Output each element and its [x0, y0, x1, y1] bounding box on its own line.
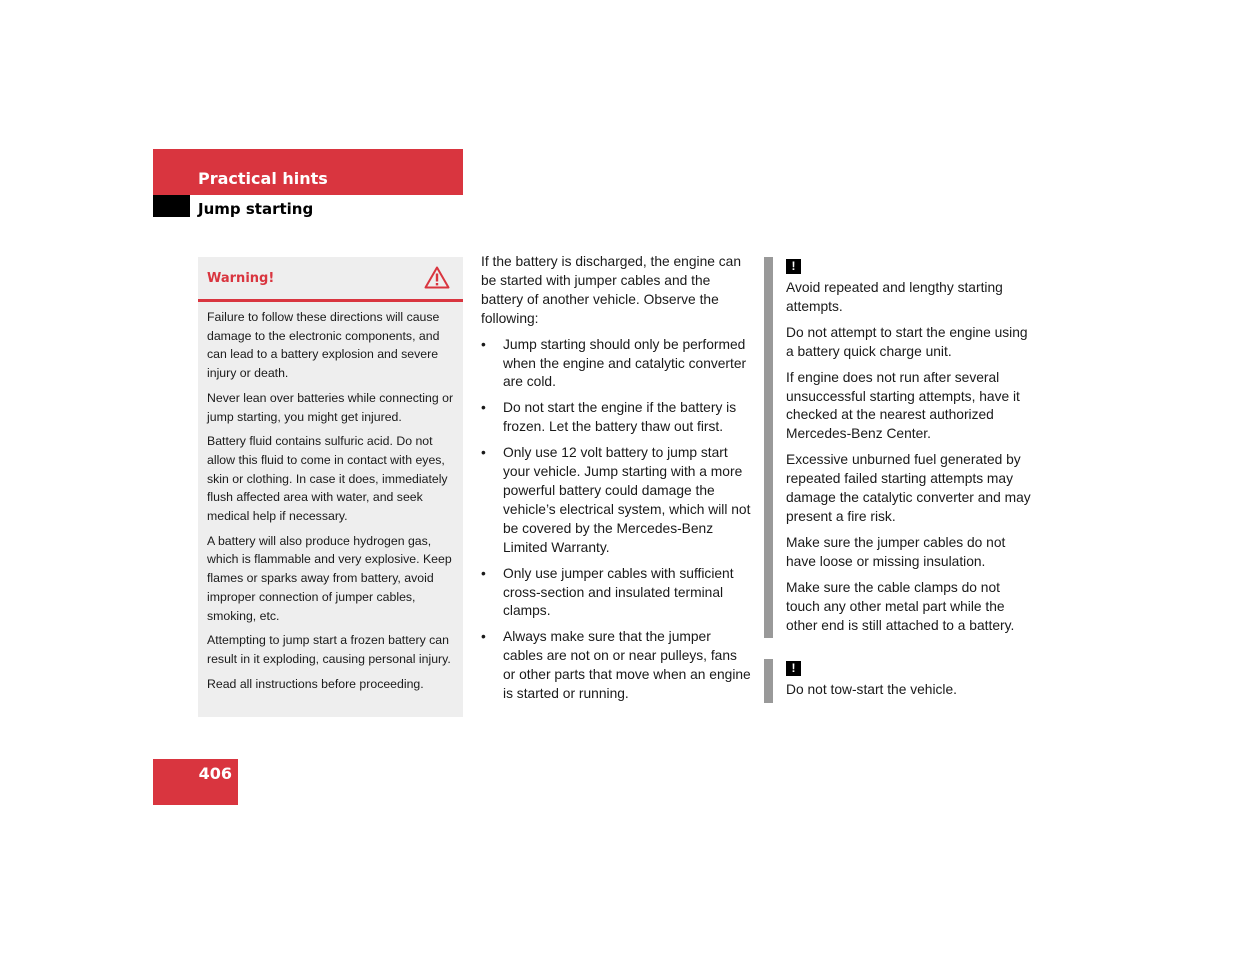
exclamation-icon: ! [786, 661, 801, 676]
note-box-starting [764, 257, 1039, 638]
list-item-text: Do not start the engine if the battery is frozen. Let the battery thaw out first. [503, 400, 737, 435]
main-text-column [481, 253, 751, 711]
note-paragraph: Excessive unburned fuel generated by repeated failed starting attempts may damage the catalytic converter and may present a fire risk. [786, 452, 1031, 524]
note-box-tow [764, 659, 1039, 703]
note-paragraph: If engine does not run after several unsuccessful starting attempts, have it checked at the nearest authorized Mercedes-Benz Center. [786, 369, 1020, 442]
list-item [481, 565, 751, 622]
warning-paragraph: Battery fluid contains sulfuric acid. Do not allow this fluid to come in contact with eyes, skin or clothing. In case it does, immediately flush affected area with water, and seek medical help if necessary. [207, 434, 448, 524]
bullet-glyph: • [481, 629, 486, 645]
note-paragraph: Do not attempt to start the engine using a battery quick charge unit. [786, 324, 1028, 359]
section-header-bar [153, 149, 463, 195]
list-item [481, 336, 751, 393]
warning-triangle-icon [424, 266, 450, 289]
section-title: Practical hints [198, 169, 328, 188]
list-item [481, 628, 751, 704]
warning-paragraph: Never lean over batteries while connecting or jump starting, you might get injured. [207, 390, 454, 424]
list-item-text: Jump starting should only be performed when the engine and catalytic converter are cold. [503, 336, 747, 390]
warning-box [198, 257, 463, 717]
list-item-text: Always make sure that the jumper cables are not on or near pulleys, fans or other parts that move when an engine is started or running. [503, 629, 751, 702]
warning-label: Warning! [207, 271, 275, 286]
note-paragraph: Do not tow-start the vehicle. [786, 682, 958, 697]
warning-paragraph: Read all instructions before proceeding. [207, 676, 424, 691]
warning-header [198, 257, 463, 302]
warning-body [207, 308, 457, 699]
list-item [481, 399, 751, 437]
note-content [786, 257, 1036, 642]
bullet-glyph: • [481, 400, 486, 416]
warning-paragraph: A battery will also produce hydrogen gas, which is flammable and very explosive. Keep flames or sparks away from battery, avoid improper connection of jumper cables, smoking, etc. [207, 533, 452, 623]
page-number: 406 [198, 764, 232, 783]
intro-paragraph: If the battery is discharged, the engine can be started with jumper cables and the battery of another vehicle. Observe the following: [481, 254, 742, 326]
list-item-text: Only use jumper cables with sufficient cross-section and insulated terminal clamps. [503, 565, 734, 619]
bullet-glyph: • [481, 565, 486, 581]
bullet-glyph: • [481, 336, 486, 352]
note-content [786, 659, 1036, 707]
page-number-box [153, 759, 238, 805]
exclamation-icon: ! [786, 259, 801, 274]
note-bar [764, 257, 773, 638]
note-paragraph: Make sure the cable clamps do not touch any other metal part while the other end is still attached to a battery. [786, 579, 1015, 633]
note-bar [764, 659, 773, 703]
bullet-glyph: • [481, 445, 486, 461]
subsection-title: Jump starting [198, 200, 314, 218]
warning-paragraph: Attempting to jump start a frozen battery can result in it exploding, causing personal injury. [207, 633, 451, 666]
list-item [481, 444, 751, 557]
subsection-marker [153, 195, 190, 217]
warning-paragraph: Failure to follow these directions will cause damage to the electronic components, and can lead to a battery explosion and severe injury or death. [207, 310, 440, 381]
note-paragraph: Make sure the jumper cables do not have loose or missing insulation. [786, 534, 1006, 569]
note-paragraph: Avoid repeated and lengthy starting attempts. [786, 280, 1003, 314]
bullet-list [481, 336, 751, 704]
list-item-text: Only use 12 volt battery to jump start your vehicle. Jump starting with a more powerful battery could damage the vehicle’s electrical system, which will not be covered by the Mercedes-Benz Limited Warranty. [503, 445, 751, 555]
